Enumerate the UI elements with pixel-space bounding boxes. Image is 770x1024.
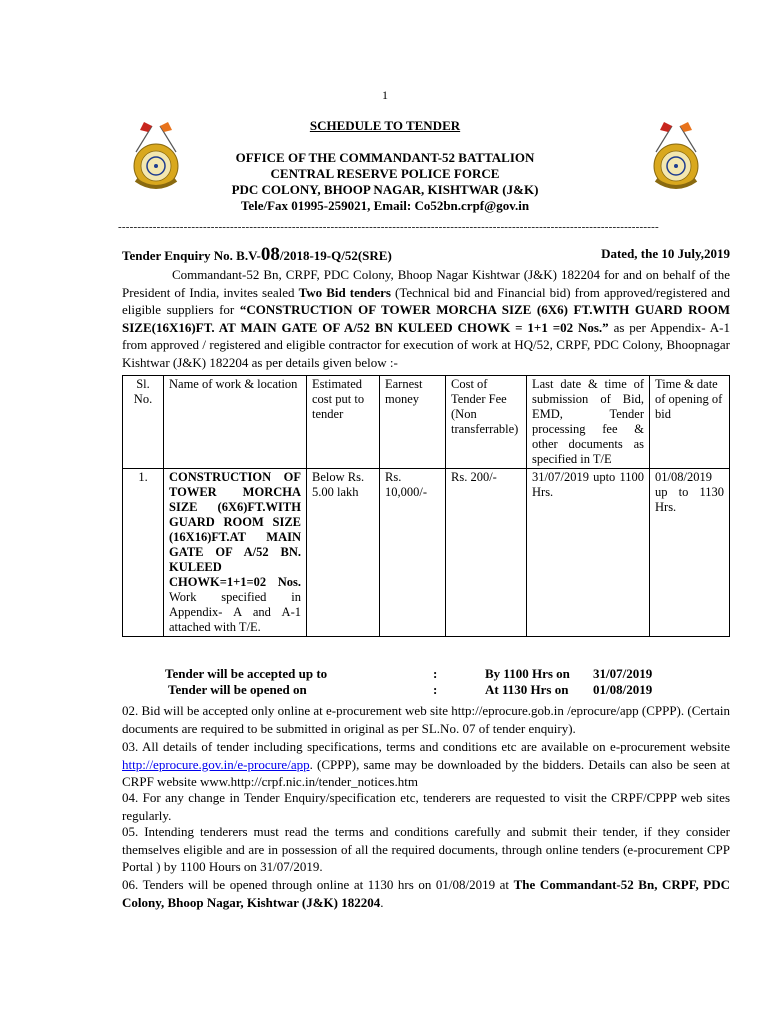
paragraph-03 <box>122 738 730 791</box>
intro-text-2: (Technical bid and Financial bid) from approved/registered and eligible suppliers for <box>122 284 730 317</box>
opened-time: At 1130 Hrs on <box>485 682 569 697</box>
header-estimate: Estimated cost put to tender <box>307 376 380 469</box>
accepted-label: Tender will be accepted up to <box>165 666 328 681</box>
intro-bold-1: Two Bid tenders <box>298 284 391 300</box>
contact-line: Tele/Fax 01995-259021, Email: Co52bn.crpf@gov.in <box>240 198 530 213</box>
force-name: CENTRAL RESERVE POLICE FORCE <box>270 166 500 181</box>
paragraph-02: 02. Bid will be accepted only online at e-procurement web site http://eprocure.gob.in /eprocure/app (CPPP). (Certain documents are required to be submitted in original as per SL.No. 07 of tender enquiry). <box>122 703 730 736</box>
tender-enquiry-line <box>122 244 730 266</box>
table-row <box>123 469 730 637</box>
paragraph-06-bold: The Commandant-52 Bn, CRPF, PDC Colony, Bhoop Nagar, Kishtwar (J&K) 182204 <box>122 877 730 910</box>
separator-line: -------------------------------------------------------------------------------------------------------------------------------------------- <box>118 221 659 233</box>
row-work <box>164 469 307 637</box>
row-sl: 1. <box>123 469 164 637</box>
intro-bold-2: “CONSTRUCTION OF TOWER MORCHA SIZE (6X6) FT.WITH GUARD ROOM SIZE(16X16)FT. AT MAIN GATE OF A/52 BN KULEED CHOWK = 1+1 =02 Nos.” <box>122 302 730 335</box>
enquiry-suffix: /2018-19-Q/52(SRE) <box>279 248 392 263</box>
accepted-date: 31/07/2019 <box>593 666 653 681</box>
page-number: 1 <box>382 88 388 102</box>
opened-label: Tender will be opened on <box>168 682 307 697</box>
header-cost: Cost of Tender Fee (Non transferrable) <box>446 376 527 469</box>
row-last-date: 31/07/2019 upto 1100 Hrs. <box>527 469 650 637</box>
table-header-row <box>123 376 730 469</box>
paragraph-03-rest: . (CPPP), same may be downloaded by the bidders. Details can also be seen at CRPF website www.http://crpf.nic.in/tender_notices.htm <box>122 756 730 789</box>
accepted-colon: : <box>433 666 438 681</box>
opened-colon: : <box>433 682 438 697</box>
intro-text-1: Commandant-52 Bn, CRPF, PDC Colony, Bhoop Nagar Kishtwar (J&K) 182204 for and on behalf of the President of India, invites sealed <box>122 267 730 300</box>
paragraph-06-text: 06. Tenders will be opened through online at 1130 hrs on 01/08/2019 at <box>122 877 514 892</box>
enquiry-number: 08 <box>260 244 280 265</box>
row-work-rest: Work specified in Appendix- A and A-1 attached with T/E. <box>169 590 301 634</box>
header-earnest: Earnest money <box>380 376 446 469</box>
header-opening: Time & date of opening of bid <box>650 376 730 469</box>
paragraph-03-text: 03. All details of tender including specifications, terms and conditions etc are available on e-procurement website <box>122 739 730 754</box>
enquiry-prefix: Tender Enquiry No. B.V- <box>122 248 261 263</box>
header-last-date: Last date & time of submission of Bid, EMD, Tender processing fee & other documents as specified in T/E <box>527 376 650 469</box>
office-name: OFFICE OF THE COMMANDANT-52 BATTALION <box>235 150 535 165</box>
row-earnest: Rs. 10,000/- <box>380 469 446 637</box>
eprocure-link[interactable]: http://eprocure.gov.in/e-procure/app <box>122 756 310 772</box>
header-name: Name of work & location <box>164 376 307 469</box>
row-opening: 01/08/2019 up to 1130 Hrs. <box>650 469 730 637</box>
enquiry-date: Dated, the 10 July,2019 <box>601 246 730 261</box>
document-header <box>0 118 770 214</box>
paragraph-06 <box>122 876 730 911</box>
paragraph-05: 05. Intending tenderers must read the terms and conditions carefully and submit their tender, if they consider themselves eligible and are in possession of all the required documents, through online tenders (e-procurement CPP Portal ) by 1100 Hours on 31/07/2019. <box>122 824 730 874</box>
row-estimate: Below Rs. 5.00 lakh <box>307 469 380 637</box>
tender-table <box>122 375 730 637</box>
paragraph-04: 04. For any change in Tender Enquiry/specification etc, tenderers are requested to visit the CRPF/CPPP web sites regularly. <box>122 790 730 823</box>
header-sl: Sl. No. <box>123 376 164 469</box>
opened-date: 01/08/2019 <box>593 682 653 697</box>
intro-paragraph <box>122 266 730 371</box>
paragraph-06-end: . <box>380 894 384 910</box>
office-address: PDC COLONY, BHOOP NAGAR, KISHTWAR (J&K) <box>231 182 539 197</box>
row-work-bold: CONSTRUCTION OF TOWER MORCHA SIZE (6X6)FT.WITH GUARD ROOM SIZE (16X16)FT.AT MAIN GATE OF A/52 BN. KULEED CHOWK=1+1=02 Nos. <box>169 470 301 589</box>
accepted-time: By 1100 Hrs on <box>485 666 570 681</box>
row-cost: Rs. 200/- <box>446 469 527 637</box>
intro-text-3: as per Appendix- A-1 from approved / registered and eligible contractor for execution of work at HQ/52, CRPF, PDC Colony, Bhoopnagar Kishtwar (J&K) 182204 as per details given below :- <box>122 319 731 370</box>
document-title: SCHEDULE TO TENDER <box>309 118 461 133</box>
